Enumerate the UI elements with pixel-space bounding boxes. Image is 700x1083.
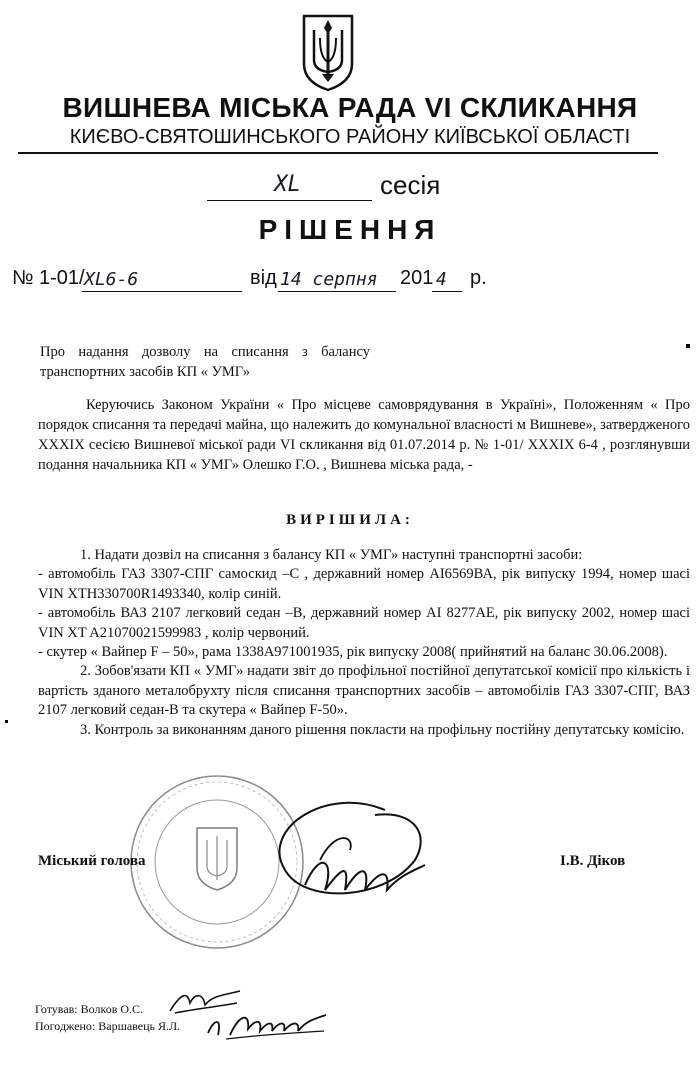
vehicle-item-1: - автомобіль ГАЗ 3307-СПГ самоскид –С , державний номер АІ6569ВА, рік випуску 1994, номер шасі VIN XTH330700R1493340, колір синій. [38,566,690,602]
mayor-signature-icon [265,790,435,915]
mayor-name: І.В. Діков [560,853,626,869]
year-prefix: 201 [400,267,434,289]
decision-subject: Про надання дозволу на списання з балансу транспортних засобів КП « УМГ» [40,344,370,380]
session-number-underline [207,200,372,201]
session-number: XL [274,172,301,197]
header-divider [18,152,658,154]
scan-speck [5,720,8,723]
preamble-paragraph: Керуючись Законом України « Про місцеве самоврядування в Україні», Положенням « Про порядок списання та передачі майна, що належить до комунальної власності м Вишневе», затвердженого XXXIX сесією Вишневої міської ради VI скликання від 01.07.2014 р. № 1-01/ XXXIX 6-4 , розглянувши подання начальника КП « УМГ» Олешко Г.О. , Вишнева міська рада, - [38,397,690,473]
trident-emblem-icon [300,12,356,92]
item-1-intro: 1. Надати дозвіл на списання з балансу КП « УМГ» наступні транспортні засоби: [80,547,583,563]
decision-heading: РІШЕННЯ [258,214,442,245]
year-digit: 4 [436,269,447,290]
scan-speck [686,344,690,348]
number-underline [82,291,242,292]
item-2: 2. Зобов'язати КП « УМГ» надати звіт до профільної постійної депутатської комісії про кількість і вартість зданого металобрухту після списання транспортних засобів – автомобілів ГАЗ 3307-СПГ, ВАЗ 2107 легковий седан-В та скутера « Вайпер F-50». [38,663,690,719]
prepared-by: Готував: Волков О.С. [35,1002,144,1016]
session-line [205,170,505,204]
approved-by-signature-icon [200,1005,330,1045]
decision-body [38,546,690,740]
district-subtitle: КИЄВО-СВЯТОШИНСЬКОГО РАЙОНУ КИЇВСЬКОЇ ОБЛАСТІ [69,126,631,148]
session-label: сесія [380,170,441,200]
year-suffix: р. [470,267,487,289]
mayor-title: Міський голова [38,853,146,869]
item-3: 3. Контроль за виконанням даного рішення покласти на профільну постійну депутатську комісію. [80,721,685,738]
decision-number-prefix: № 1-01/ [12,267,85,289]
year-underline [432,291,462,292]
vehicle-item-2: - автомобіль ВАЗ 2107 легковий седан –В, державний номер АІ 8277АЕ, рік випуску 2002, номер шасі VIN XT A21070021599983 , колір червоний. [38,605,690,641]
decision-number-value: XL6-6 [84,269,139,290]
date-underline [278,291,396,292]
decision-number-line [12,265,572,297]
resolved-heading: ВИРІШИЛА: [286,512,414,528]
council-title: ВИШНЕВА МІСЬКА РАДА VI СКЛИКАННЯ [62,92,638,123]
date-value: 14 серпня [280,269,378,290]
vehicle-item-3: - скутер « Вайпер F – 50», рама 1338А971001935, рік випуску 2008( прийнятий на баланс 30.06.2008). [38,644,668,661]
date-prefix: від [250,267,277,289]
approved-by: Погоджено: Варшавець Я.Л. [35,1019,181,1033]
